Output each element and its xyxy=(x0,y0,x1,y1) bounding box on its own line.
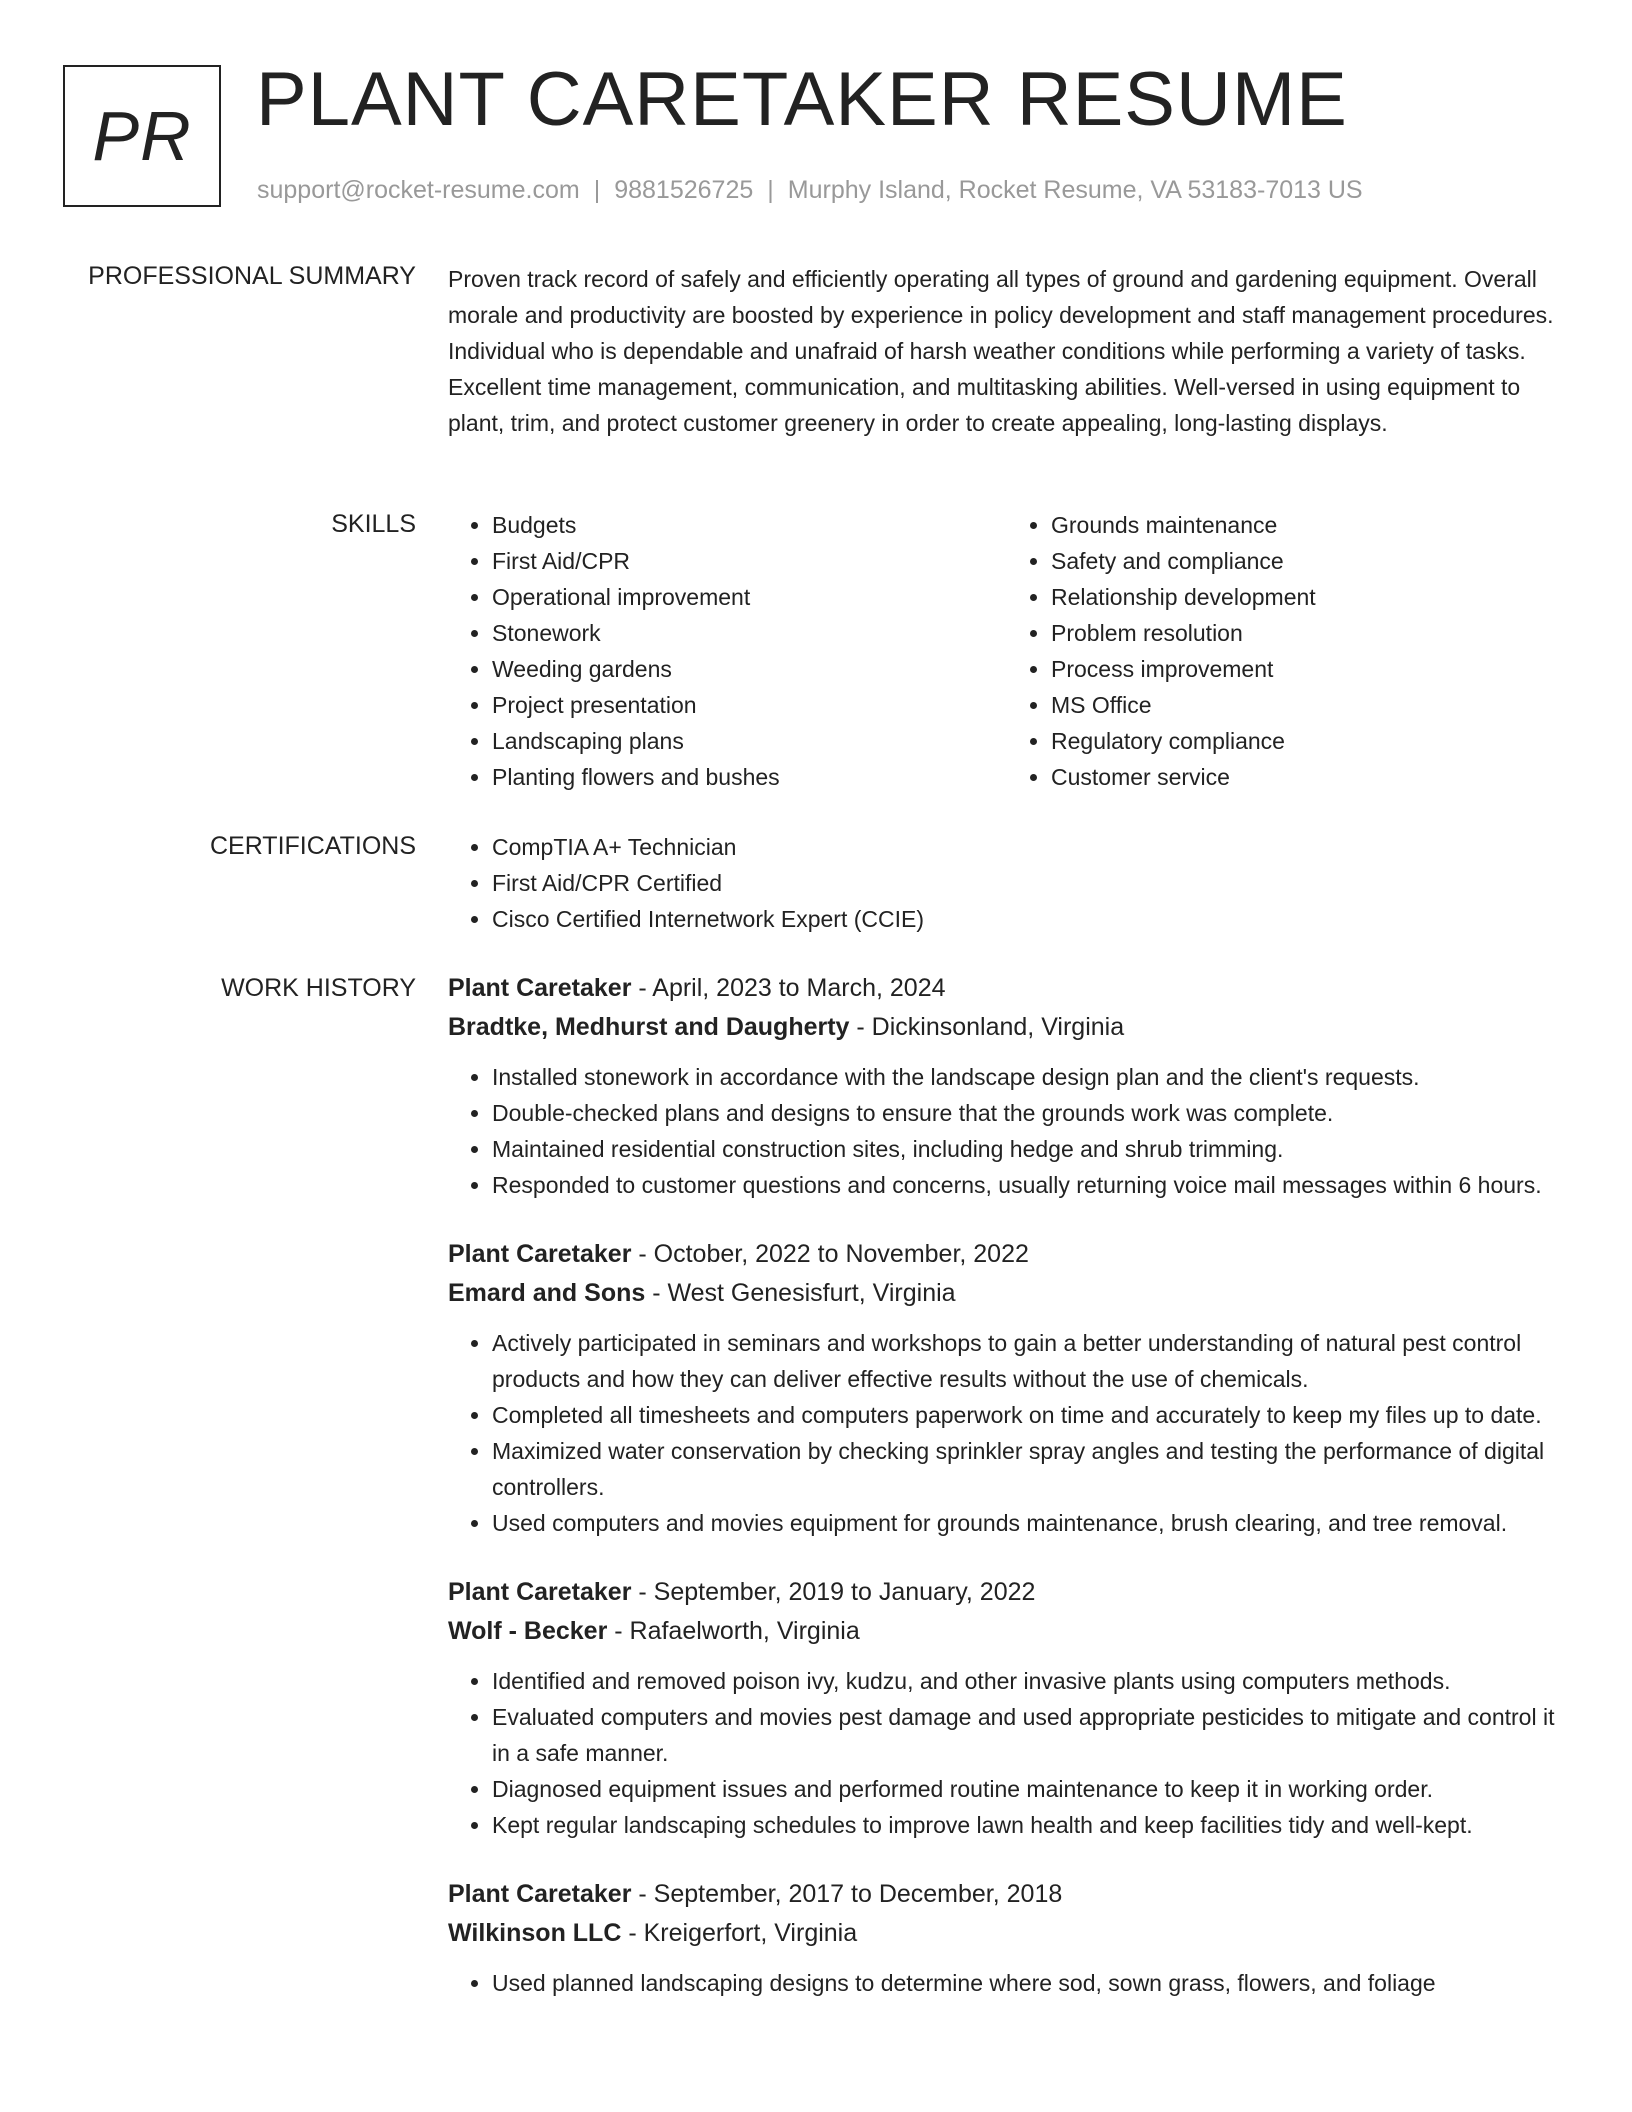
job-bullet: • Evaluated computers and movies pest damage and used appropriate pesticides to mitigate and control it in a safe manner. xyxy=(492,1699,1566,1771)
job-title-line xyxy=(448,1573,1566,1612)
skills-columns xyxy=(448,507,1566,795)
skill-item: • Planting flowers and bushes xyxy=(492,759,1007,795)
job-bullet: • Installed stonework in accordance with the landscape design plan and the client's requests. xyxy=(492,1059,1566,1095)
job-bullet: • Kept regular landscaping schedules to improve lawn health and keep facilities tidy and well-kept. xyxy=(492,1807,1566,1843)
contact-address: Murphy Island, Rocket Resume, VA 53183-7013 US xyxy=(787,176,1363,204)
certification-item: • First Aid/CPR Certified xyxy=(492,865,1566,901)
job-bullet: • Maximized water conservation by checking sprinkler spray angles and testing the performance of digital controllers. xyxy=(492,1433,1566,1505)
contact-phone: 9881526725 xyxy=(614,176,754,204)
job-company-line xyxy=(448,1612,1566,1651)
job-location: - Dickinsonland, Virginia xyxy=(849,1013,1125,1041)
skill-item: • MS Office xyxy=(1051,687,1566,723)
job-location: - Rafaelworth, Virginia xyxy=(607,1617,860,1645)
skill-item: • Regulatory compliance xyxy=(1051,723,1566,759)
job-bullet: • Actively participated in seminars and workshops to gain a better understanding of natural pest control products and how they can deliver effective results without the use of chemicals. xyxy=(492,1325,1566,1397)
skills-list-left xyxy=(448,507,1007,795)
job-title: Plant Caretaker xyxy=(448,974,632,1002)
page-title: PLANT CARETAKER RESUME xyxy=(256,57,1348,142)
job-title: Plant Caretaker xyxy=(448,1578,632,1606)
job-dates: - April, 2023 to March, 2024 xyxy=(631,974,946,1002)
certification-item: • CompTIA A+ Technician xyxy=(492,829,1566,865)
work-history-body xyxy=(448,969,1566,2033)
job-bullet: • Diagnosed equipment issues and performed routine maintenance to keep it in working order. xyxy=(492,1771,1566,1807)
job-company-line xyxy=(448,1274,1566,1313)
job-entry xyxy=(448,1875,1566,2001)
contact-line xyxy=(257,172,1363,208)
job-company: Wilkinson LLC xyxy=(448,1919,622,1947)
contact-separator: | xyxy=(767,176,774,204)
skill-item: • Budgets xyxy=(492,507,1007,543)
job-entry xyxy=(448,969,1566,1203)
job-title-line xyxy=(448,1235,1566,1274)
job-entry xyxy=(448,1235,1566,1541)
job-bullet: • Responded to customer questions and concerns, usually returning voice mail messages within 6 hours. xyxy=(492,1167,1566,1203)
job-location: - Kreigerfort, Virginia xyxy=(621,1919,858,1947)
job-bullets xyxy=(448,1965,1566,2001)
skill-item: • Operational improvement xyxy=(492,579,1007,615)
job-company-line xyxy=(448,1008,1566,1047)
skill-item: • Customer service xyxy=(1051,759,1566,795)
skill-item: • Weeding gardens xyxy=(492,651,1007,687)
summary-text: Proven track record of safely and efficiently operating all types of ground and gardening equipment. Overall morale and productivity are boosted by experience in policy development and staff management procedures. Individual who is dependable and unafraid of harsh weather conditions while performing a variety of tasks. Excellent time management, communication, and multitasking abilities. Well-versed in using equipment to plant, trim, and protect customer greenery in order to create appealing, long-lasting displays. xyxy=(448,266,1554,436)
job-company: Wolf - Becker xyxy=(448,1617,608,1645)
skill-item: • Process improvement xyxy=(1051,651,1566,687)
summary-body xyxy=(448,261,1566,441)
job-company: Emard and Sons xyxy=(448,1279,646,1307)
section-label-certifications: CERTIFICATIONS xyxy=(209,832,416,860)
job-title-line xyxy=(448,1875,1566,1914)
job-dates: - October, 2022 to November, 2022 xyxy=(631,1240,1029,1268)
job-bullet: • Double-checked plans and designs to ensure that the grounds work was complete. xyxy=(492,1095,1566,1131)
job-title-line xyxy=(448,969,1566,1008)
job-title: Plant Caretaker xyxy=(448,1240,632,1268)
job-dates: - September, 2019 to January, 2022 xyxy=(631,1578,1036,1606)
job-dates: - September, 2017 to December, 2018 xyxy=(631,1880,1063,1908)
job-bullet: • Maintained residential construction sites, including hedge and shrub trimming. xyxy=(492,1131,1566,1167)
certifications-body xyxy=(448,829,1566,937)
skills-list-right xyxy=(1007,507,1566,795)
skills-body xyxy=(448,507,1566,795)
job-location: - West Genesisfurt, Virginia xyxy=(645,1279,956,1307)
job-entry xyxy=(448,1573,1566,1843)
section-label-skills: SKILLS xyxy=(331,510,416,538)
job-title: Plant Caretaker xyxy=(448,1880,632,1908)
skill-item: • Relationship development xyxy=(1051,579,1566,615)
skill-item: • Project presentation xyxy=(492,687,1007,723)
job-bullets xyxy=(448,1663,1566,1843)
job-company-line xyxy=(448,1914,1566,1953)
skill-item: • Problem resolution xyxy=(1051,615,1566,651)
skill-item: • Landscaping plans xyxy=(492,723,1007,759)
skill-item: • First Aid/CPR xyxy=(492,543,1007,579)
job-bullet: • Identified and removed poison ivy, kudzu, and other invasive plants using computers methods. xyxy=(492,1663,1566,1699)
certifications-list xyxy=(448,829,1566,937)
contact-email[interactable]: support@rocket-resume.com xyxy=(257,176,580,204)
skill-item: • Stonework xyxy=(492,615,1007,651)
section-label-summary: PROFESSIONAL SUMMARY xyxy=(88,262,416,290)
job-company: Bradtke, Medhurst and Daugherty xyxy=(448,1013,850,1041)
job-bullet: • Used computers and movies equipment for grounds maintenance, brush clearing, and tree removal. xyxy=(492,1505,1566,1541)
job-bullets xyxy=(448,1059,1566,1203)
skill-item: • Safety and compliance xyxy=(1051,543,1566,579)
certification-item: • Cisco Certified Internetwork Expert (CCIE) xyxy=(492,901,1566,937)
contact-separator: | xyxy=(593,176,601,204)
skill-item: • Grounds maintenance xyxy=(1051,507,1566,543)
section-label-work-history: WORK HISTORY xyxy=(221,974,416,1002)
monogram-logo: PR xyxy=(63,65,221,207)
job-bullet: • Used planned landscaping designs to determine where sod, sown grass, flowers, and foliage xyxy=(492,1965,1566,2001)
job-bullets xyxy=(448,1325,1566,1541)
job-bullet: • Completed all timesheets and computers paperwork on time and accurately to keep my files up to date. xyxy=(492,1397,1566,1433)
